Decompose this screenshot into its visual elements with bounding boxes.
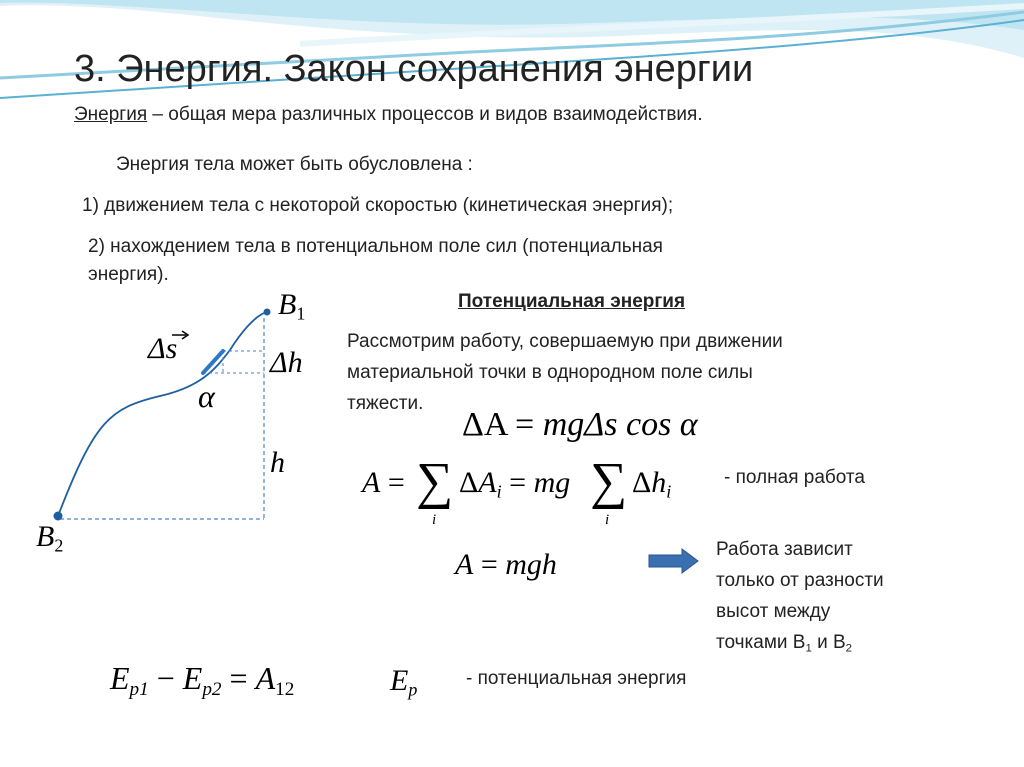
- sum-index-1: i: [432, 512, 437, 528]
- label-delta-s: Δs: [148, 332, 178, 365]
- label-alpha: α: [198, 378, 215, 414]
- total-work-note: - полная работа: [724, 467, 865, 488]
- equation-total-work-end: $\Delta h_i$: [632, 466, 672, 502]
- definition-text: – общая мера различных процессов и видов взаимодействия.: [152, 104, 703, 125]
- slide-title: 3. Энергия. Закон сохранения энергии: [74, 48, 754, 90]
- label-b2: $B_2$: [36, 520, 64, 556]
- label-h: h: [270, 446, 285, 479]
- sum-symbol-1: ∑: [416, 453, 454, 510]
- conclusion-line-2: только от разности: [716, 570, 884, 591]
- equation-total-work-mid: $\Delta A_i$ = mg: [459, 466, 571, 502]
- label-delta-h: Δh: [270, 346, 303, 379]
- vector-arrow-icon: [170, 330, 190, 340]
- equation-total-work-a: A =: [362, 466, 405, 499]
- symbol-ep: $E_p$: [390, 664, 418, 700]
- conclusion-line-3: высот между: [716, 601, 831, 622]
- equation-delta-a: ΔA = mgΔs cos α: [462, 406, 698, 443]
- equation-a-mgh: A = mgh: [455, 548, 557, 581]
- paragraph-line-1: Рассмотрим работу, совершаемую при движении: [347, 331, 783, 352]
- list-item-potential-line1: 2) нахождением тела в потенциальном поле сил (потенциальная: [88, 236, 663, 257]
- sum-symbol-2: ∑: [590, 453, 628, 510]
- point-b1: [264, 309, 271, 316]
- sum-index-2: i: [605, 512, 610, 528]
- conclusion-line-1: Работа зависит: [716, 539, 853, 560]
- conclusion-line-4: точками $B_1$ и $B_2$: [716, 632, 852, 655]
- equation-energy-conservation: $E_{p1} - E_{p2} = A_{12}$: [110, 660, 295, 700]
- section-heading: Потенциальная энергия: [458, 291, 686, 312]
- intro-text: Энергия тела может быть обусловлена :: [116, 154, 473, 175]
- paragraph-line-2: материальной точки в однородном поле силы: [347, 362, 753, 383]
- paragraph-line-3: тяжести.: [347, 393, 424, 414]
- list-item-kinetic: 1) движением тела с некоторой скоростью (кинетическая энергия);: [82, 195, 674, 216]
- list-item-potential-line2: энергия).: [88, 264, 169, 285]
- potential-energy-note: - потенциальная энергия: [466, 668, 687, 689]
- definition-term: Энергия: [74, 104, 148, 125]
- label-b1: $B_1$: [278, 288, 306, 324]
- right-arrow-icon: [648, 548, 700, 574]
